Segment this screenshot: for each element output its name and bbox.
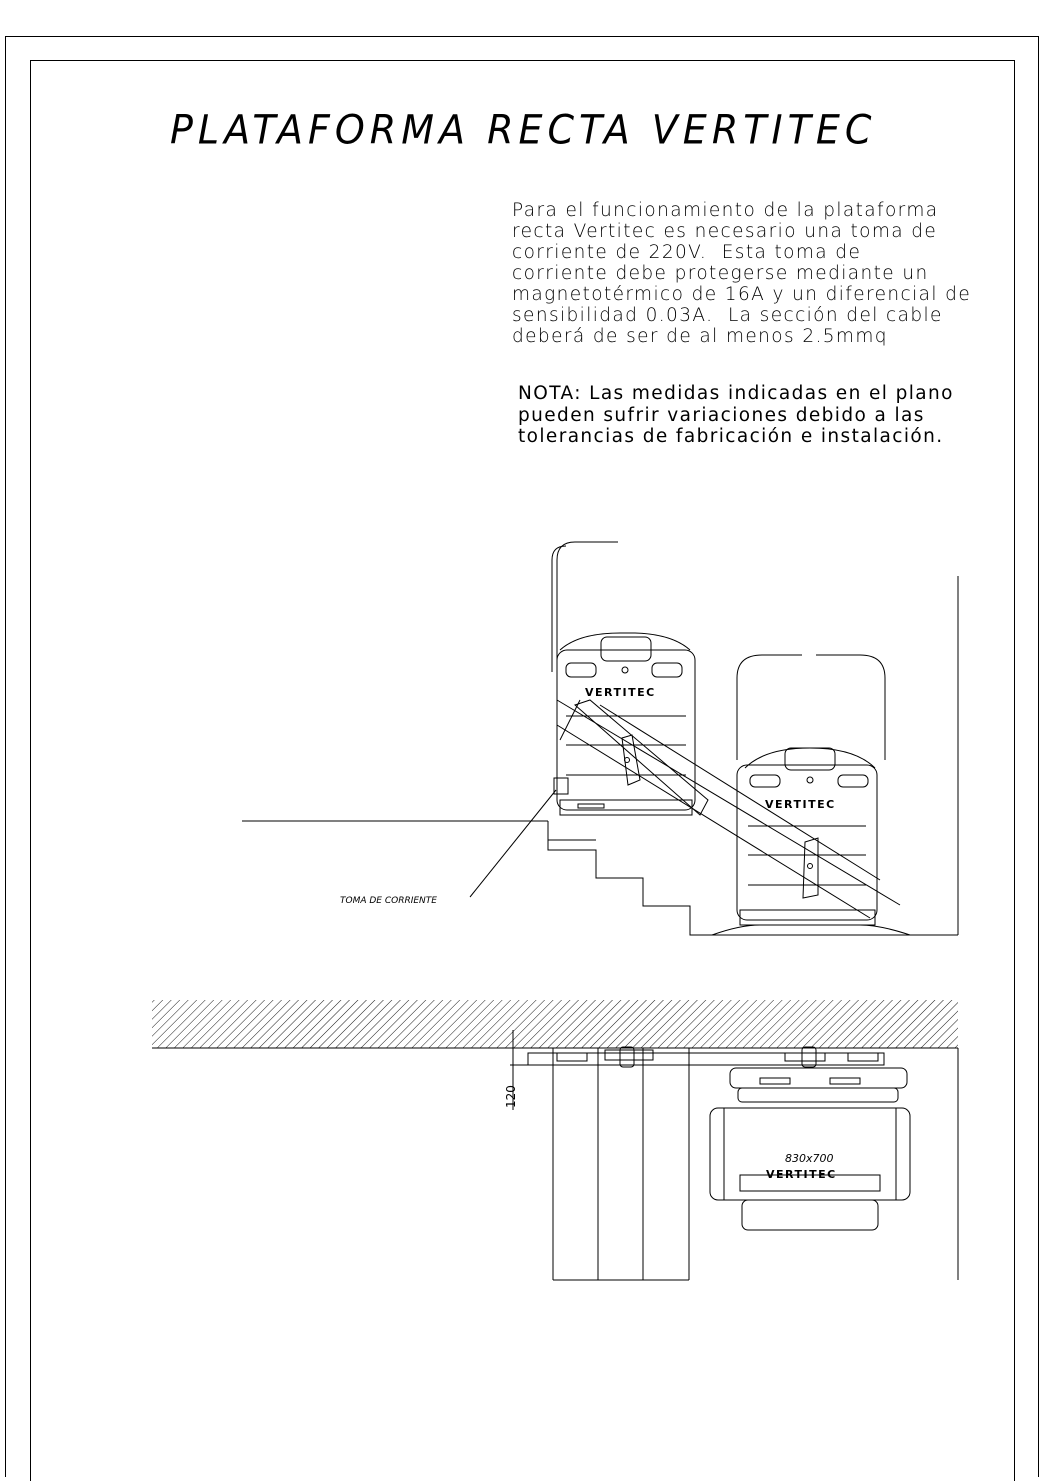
platform-size-label: 830x700 <box>785 1152 834 1165</box>
brand-label-lower: VERTITEC <box>765 798 836 811</box>
tolerance-note: NOTA: Las medidas indicadas en el plano pueden sufrir variaciones debido a las tolerancias de fabricación e instalación. <box>518 383 954 447</box>
power-outlet-callout-label: TOMA DE CORRIENTE <box>340 896 437 906</box>
rail-plan <box>528 1053 884 1065</box>
dimension-label-120: 120 <box>504 1085 518 1108</box>
plan-view <box>152 1000 958 1280</box>
lower-handrail <box>737 655 802 760</box>
brand-label-plan: VERTITEC <box>766 1168 837 1181</box>
brand-label-upper: VERTITEC <box>585 686 656 699</box>
drawing-title: PLATAFORMA RECTA VERTITEC <box>170 106 877 154</box>
electrical-requirements-text: Para el funcionamiento de la plataforma recta Vertitec es necesario una toma de corriente de 220V. Esta toma de corriente debe protegerse mediante un magnetotérmico de 16A y un diferencial de sensibilidad 0.03A. La sección del cable deberá de ser de al menos 2.5mmq <box>512 200 972 347</box>
rail-line <box>557 700 900 905</box>
callout-leader-line <box>470 790 556 897</box>
upper-handrail <box>557 542 618 672</box>
staircase-profile <box>548 821 958 935</box>
platform-upper-position <box>552 542 708 815</box>
platform-plan-carriage <box>730 1068 907 1088</box>
wall-hatching <box>152 1000 958 1048</box>
elevation-view <box>242 542 958 935</box>
